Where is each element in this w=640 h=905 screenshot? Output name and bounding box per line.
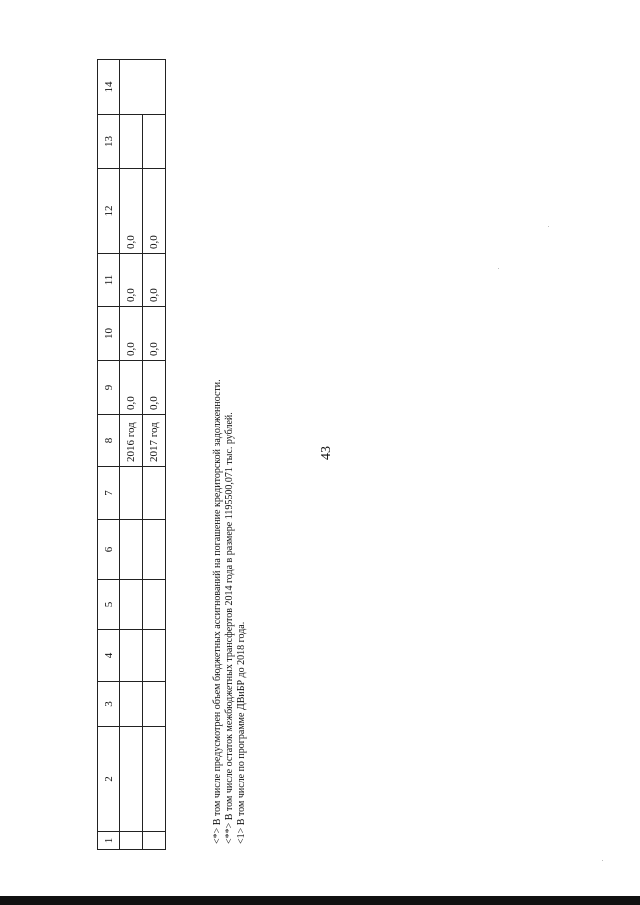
header-cell: 7 <box>98 467 120 520</box>
table-cell: 0,0 <box>120 361 143 415</box>
footnote: <**> В том числе остаток межбюджетных трансфертов 2014 года в размере 1195500,071 тыс. рублей. <box>224 412 235 844</box>
header-cell: 3 <box>98 682 120 727</box>
data-table <box>97 59 166 850</box>
table-cell: 0,0 <box>120 254 143 307</box>
table-cell: 2016 год <box>120 415 143 467</box>
footnote: <1> В том числе по программе ДВиБР до 2018 года. <box>236 621 247 844</box>
table-cell <box>120 727 143 832</box>
table-cell <box>120 630 143 682</box>
table-cell <box>143 115 166 169</box>
header-cell: 11 <box>98 254 120 307</box>
header-cell: 2 <box>98 727 120 832</box>
table-cell <box>120 115 143 169</box>
table-cell: 2017 год <box>143 415 166 467</box>
table-cell: 0,0 <box>143 307 166 361</box>
table-cell <box>143 682 166 727</box>
scan-bottom-edge <box>0 896 640 905</box>
table-cell <box>120 467 143 520</box>
header-cell: 1 <box>98 832 120 850</box>
header-cell: 14 <box>98 60 120 115</box>
table-cell <box>120 832 143 850</box>
table-cell: 0,0 <box>120 307 143 361</box>
table-cell <box>120 580 143 630</box>
scan-speck <box>602 860 603 861</box>
scan-speck <box>498 268 499 269</box>
header-cell: 4 <box>98 630 120 682</box>
header-cell: 8 <box>98 415 120 467</box>
header-cell: 10 <box>98 307 120 361</box>
table-row <box>120 60 143 850</box>
table-cell: 0,0 <box>120 169 143 254</box>
table-cell: 0,0 <box>143 169 166 254</box>
header-cell: 9 <box>98 361 120 415</box>
table-header-row <box>98 60 120 850</box>
rotated-content <box>97 60 247 850</box>
table-cell: 0,0 <box>143 254 166 307</box>
table-cell <box>120 682 143 727</box>
table-cell <box>143 832 166 850</box>
footnotes <box>212 60 248 850</box>
header-cell: 5 <box>98 580 120 630</box>
scan-speck <box>548 226 549 227</box>
table-cell <box>143 467 166 520</box>
table-cell <box>120 520 143 580</box>
table-cell <box>143 727 166 832</box>
table-cell: 0,0 <box>143 361 166 415</box>
table-cell <box>120 60 166 115</box>
table-row <box>143 60 166 850</box>
table-cell <box>143 630 166 682</box>
footnote: <*> В том числе предусмотрен объем бюджетных ассигнований на погашение кредиторской задолженности. <box>212 379 223 844</box>
header-cell: 13 <box>98 115 120 169</box>
table-cell <box>143 520 166 580</box>
header-cell: 6 <box>98 520 120 580</box>
table-cell <box>143 580 166 630</box>
page-number: 43 <box>319 446 334 460</box>
header-cell: 12 <box>98 169 120 254</box>
